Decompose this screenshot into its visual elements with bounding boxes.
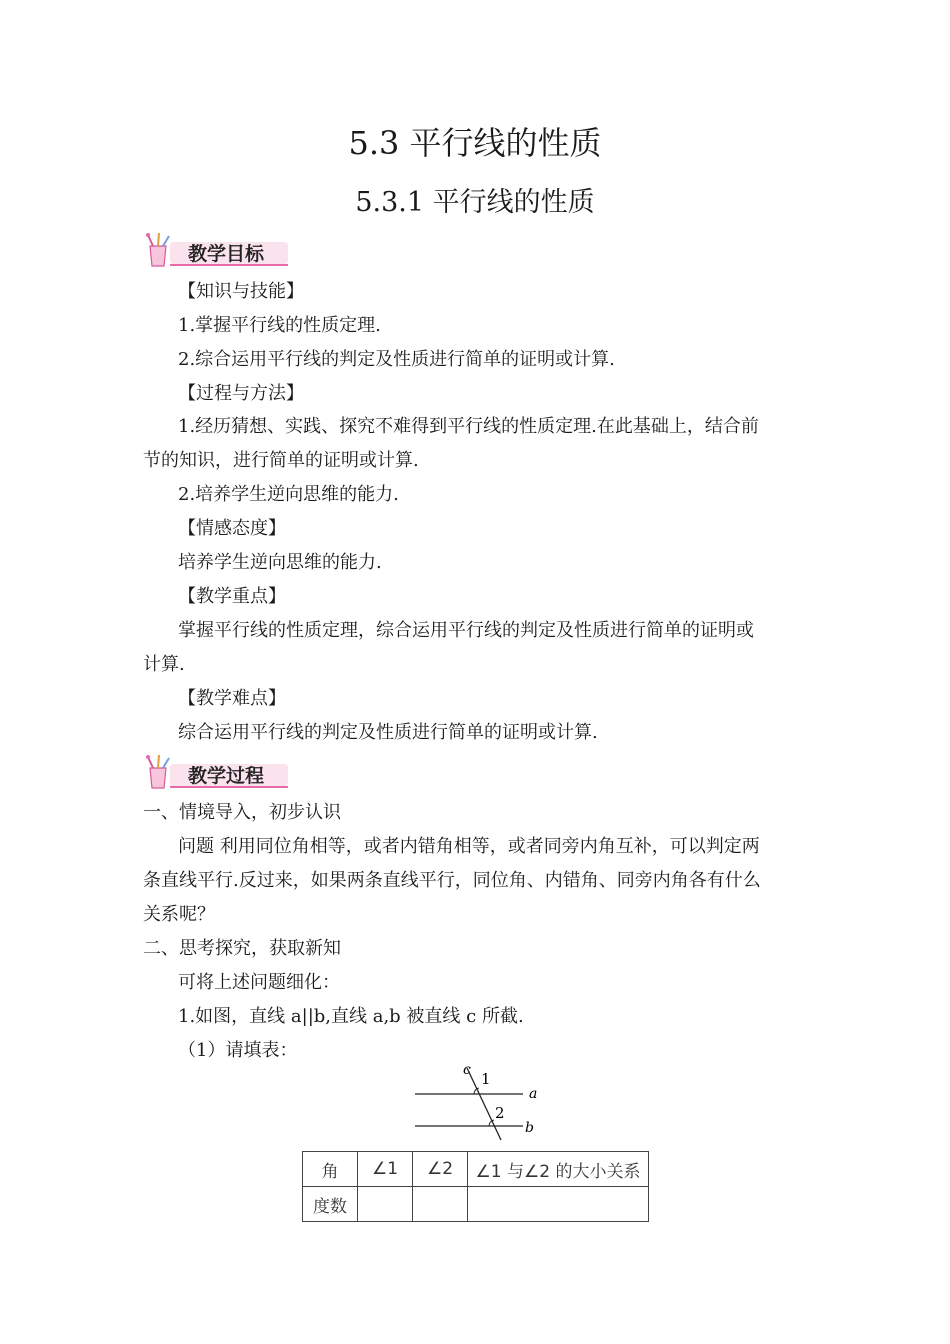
label-b: b — [525, 1120, 534, 1136]
paragraph: 2.综合运用平行线的判定及性质进行简单的证明或计算. — [178, 349, 615, 370]
label-a: a — [529, 1086, 538, 1102]
paragraph: 1.如图，直线 a||b,直线 a,b 被直线 c 所截. — [178, 1006, 524, 1027]
table-header: ∠2 — [413, 1152, 468, 1187]
table-cell[interactable] — [413, 1187, 468, 1222]
banner-label: 教学目标 — [188, 243, 265, 265]
paragraph: 问题 利用同位角相等，或者内错角相等，或者同旁内角互补，可以判定两 — [178, 836, 760, 857]
table-cell[interactable] — [358, 1187, 413, 1222]
heading-knowledge: 【知识与技能】 — [178, 281, 304, 302]
paragraph: 1.经历猜想、实践、探究不难得到平行线的性质定理.在此基础上，结合前 — [178, 416, 759, 437]
table-header: 角 — [303, 1152, 358, 1187]
paragraph: 1.掌握平行线的性质定理. — [178, 315, 381, 336]
paragraph: （1）请填表： — [178, 1040, 298, 1061]
angle-table — [302, 1151, 649, 1222]
parallel-lines-figure — [405, 1062, 555, 1142]
section-title: 5.3.1 平行线的性质 — [355, 187, 595, 218]
paragraph: 节的知识，进行简单的证明或计算. — [143, 450, 419, 471]
section-heading: 二、思考探究，获取新知 — [143, 938, 341, 959]
table-header: ∠1 与∠2 的大小关系 — [468, 1152, 649, 1187]
banner-label: 教学过程 — [188, 765, 265, 787]
heading-process-method: 【过程与方法】 — [178, 383, 304, 404]
paragraph: 2.培养学生逆向思维的能力. — [178, 484, 399, 505]
table-row — [303, 1187, 649, 1222]
heading-key-points: 【教学重点】 — [178, 586, 286, 607]
row-label: 度数 — [303, 1187, 358, 1222]
table-cell[interactable] — [468, 1187, 649, 1222]
paragraph: 条直线平行.反过来，如果两条直线平行，同位角、内错角、同旁内角各有什么 — [143, 870, 761, 891]
paragraph: 关系呢？ — [143, 904, 215, 925]
label-1: 1 — [481, 1070, 491, 1088]
paragraph: 计算. — [143, 654, 185, 675]
heading-attitude: 【情感态度】 — [178, 518, 286, 539]
paragraph: 培养学生逆向思维的能力. — [178, 552, 382, 573]
heading-difficulties: 【教学难点】 — [178, 688, 286, 709]
page-title: 5.3 平行线的性质 — [348, 124, 602, 162]
table-header: ∠1 — [358, 1152, 413, 1187]
banner-teaching-goals — [144, 232, 290, 268]
section-heading: 一、情境导入，初步认识 — [143, 802, 341, 823]
paragraph: 综合运用平行线的判定及性质进行简单的证明或计算. — [178, 722, 598, 743]
paragraph: 可将上述问题细化： — [178, 972, 340, 993]
table-row — [303, 1152, 649, 1187]
paragraph: 掌握平行线的性质定理，综合运用平行线的判定及性质进行简单的证明或 — [178, 620, 754, 641]
banner-teaching-process — [144, 754, 290, 790]
label-2: 2 — [495, 1104, 505, 1122]
label-c: c — [463, 1062, 471, 1078]
